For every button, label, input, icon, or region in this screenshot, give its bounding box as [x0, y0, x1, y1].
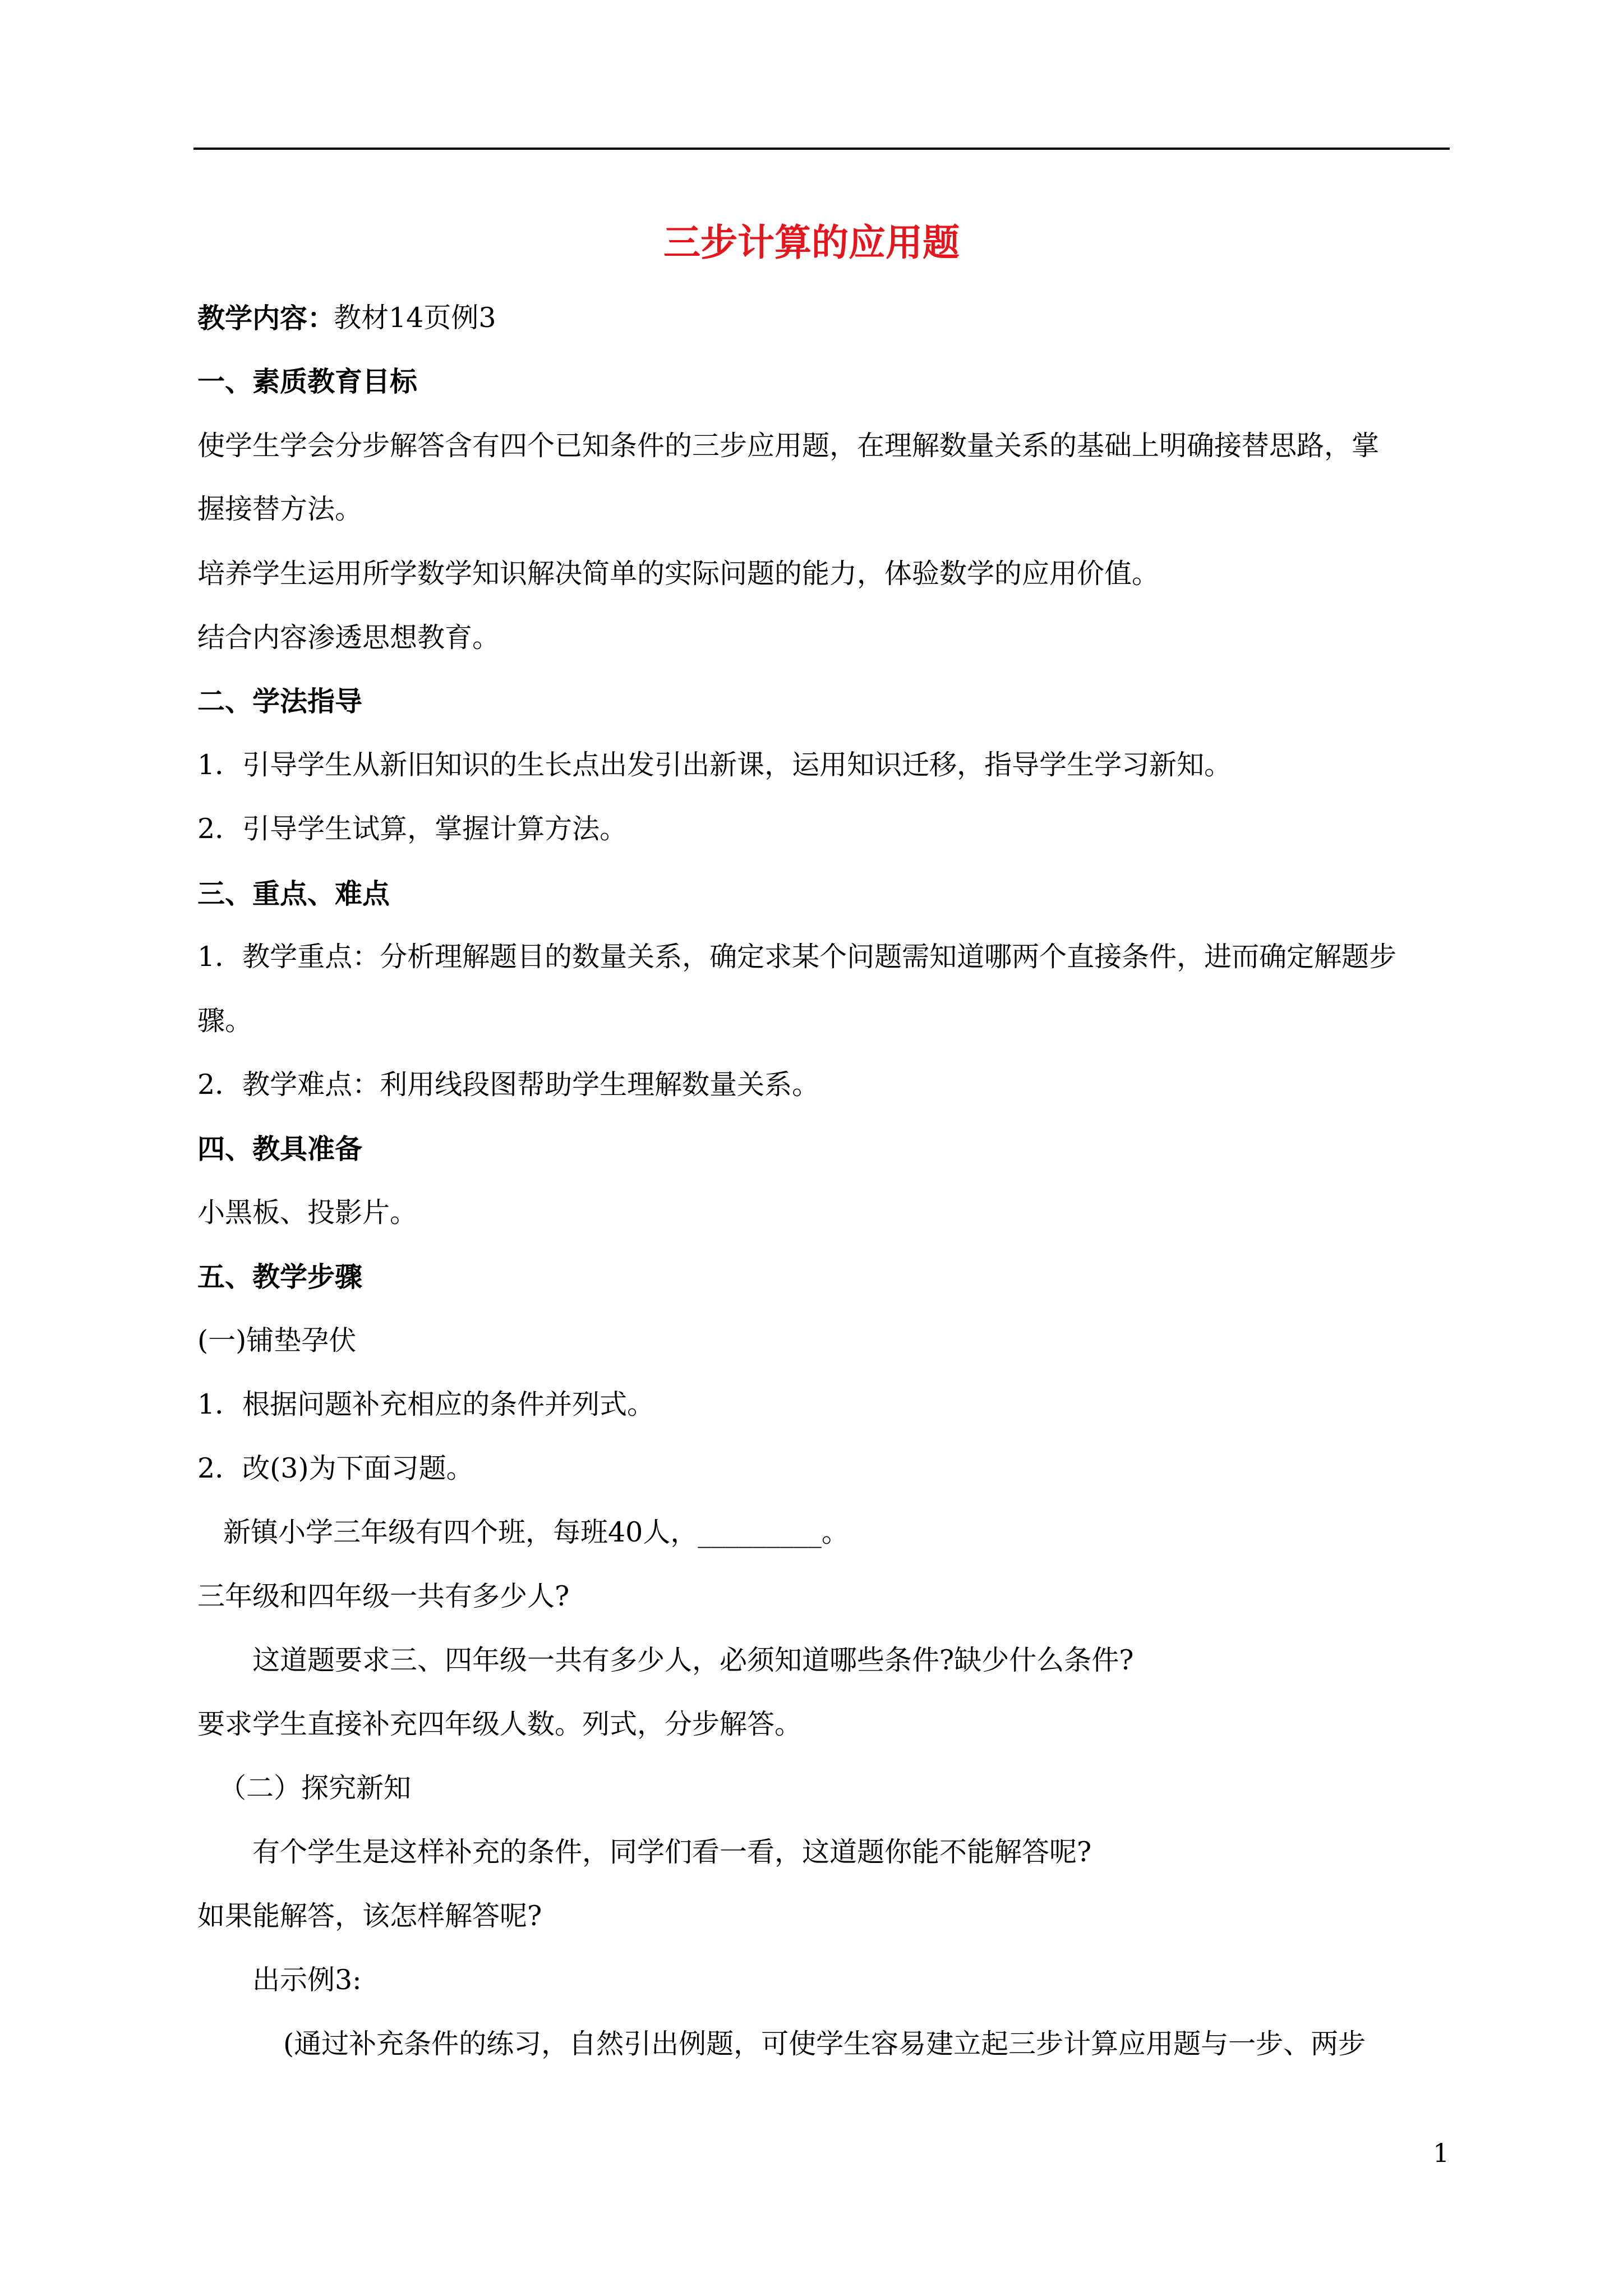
- paragraph-line: 新镇小学三年级有四个班，每班40人，_________。: [223, 1516, 849, 1548]
- paragraph-line: 骤。: [197, 1005, 253, 1037]
- page-title: 三步计算的应用题: [663, 220, 960, 264]
- paragraph-line: 2．改(3)为下面习题。: [197, 1452, 474, 1484]
- paragraph-line: 培养学生运用所学数学知识解决简单的实际问题的能力，体验数学的应用价值。: [197, 558, 1160, 590]
- paragraph-line: 有个学生是这样补充的条件，同学们看一看，这道题你能不能解答呢?: [252, 1836, 1092, 1868]
- paragraph-line: 出示例3:: [252, 1964, 362, 1996]
- header-rule: [193, 148, 1450, 150]
- paragraph-line: 三年级和四年级一共有多少人?: [197, 1580, 570, 1612]
- paragraph-line: 1．引导学生从新旧知识的生长点出发引出新课，运用知识迁移，指导学生学习新知。: [197, 749, 1232, 781]
- section-heading: 五、教学步骤: [197, 1260, 363, 1293]
- page-number: 1: [1433, 2138, 1450, 2168]
- paragraph-line: (通过补充条件的练习，自然引出例题，可使学生容易建立起三步计算应用题与一步、两步: [283, 2028, 1366, 2060]
- paragraph-line: （二）探究新知: [219, 1772, 412, 1804]
- paragraph-line: 使学生学会分步解答含有四个已知条件的三步应用题，在理解数量关系的基础上明确接替思路，掌: [197, 430, 1380, 462]
- paragraph-line: 2．教学难点：利用线段图帮助学生理解数量关系。: [197, 1069, 820, 1101]
- content-label: 教学内容：: [197, 302, 335, 334]
- paragraph-line: 结合内容渗透思想教育。: [197, 622, 500, 654]
- content-value: 教材14页例3: [334, 302, 496, 334]
- paragraph-line: 握接替方法。: [197, 493, 363, 525]
- paragraph-line: 小黑板、投影片。: [197, 1197, 418, 1228]
- paragraph-line: 这道题要求三、四年级一共有多少人，必须知道哪些条件?缺少什么条件?: [252, 1644, 1134, 1676]
- section-heading: 一、素质教育目标: [197, 365, 418, 398]
- paragraph-line: 1．根据问题补充相应的条件并列式。: [197, 1388, 655, 1420]
- paragraph-line: (一)铺垫孕伏: [197, 1324, 357, 1356]
- section-heading: 三、重点、难点: [197, 877, 390, 910]
- paragraph-line: 2．引导学生试算，掌握计算方法。: [197, 813, 628, 845]
- paragraph-line: 如果能解答，该怎样解答呢?: [197, 1900, 542, 1932]
- section-heading: 四、教具准备: [197, 1133, 363, 1165]
- paragraph-line: 1．教学重点：分析理解题目的数量关系，确定求某个问题需知道哪两个直接条件，进而确定解题步: [197, 941, 1397, 973]
- paragraph-line: 要求学生直接补充四年级人数。列式，分步解答。: [197, 1708, 803, 1740]
- section-heading: 二、学法指导: [197, 685, 363, 717]
